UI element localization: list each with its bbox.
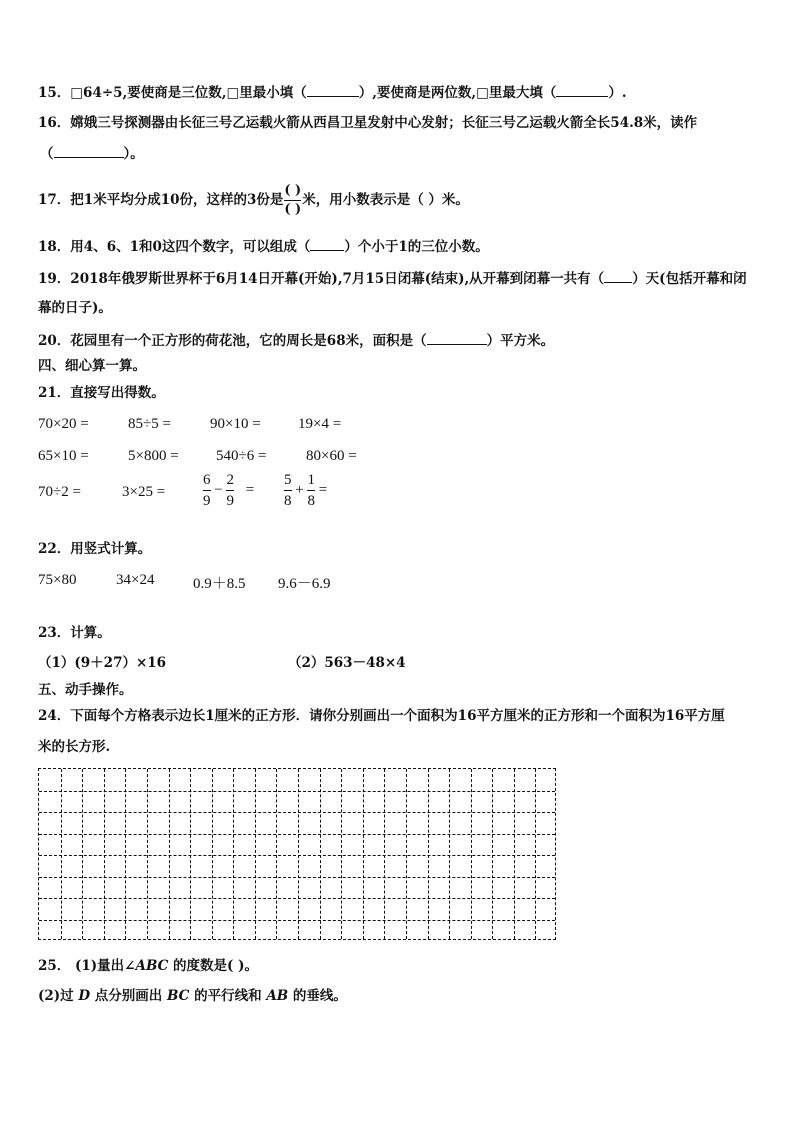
q19-number: 19． [38,271,71,287]
grid-line-horizontal [39,920,555,921]
q23-part-1-text: （1）(9＋27）×16 [38,655,167,671]
q20-text-a: 花园里有一个正方形的荷花池，它的周长是68米，面积是（ [70,333,427,349]
q16-number: 16． [38,115,71,131]
grid-line-horizontal [39,791,555,792]
q21-frac1-b-den: 9 [226,493,234,509]
q17-text-b: 米，用小数表示是（ ）米。 [302,192,469,208]
q23-title: 23．计算。 [38,625,111,641]
question-23-title [38,624,111,642]
grid-line-vertical [406,769,407,939]
question-19 [38,270,747,288]
q21-frac1-b-num: 2 [226,472,234,488]
q21-frac2-a-den: 8 [284,493,292,509]
q21-r2-c3: 540÷6 = [216,448,267,464]
question-25 [38,957,258,975]
q21-frac1-a-den: 9 [203,493,211,509]
q18-number: 18． [38,239,71,255]
fraction-bar [284,490,292,491]
grid-line-vertical [233,769,234,939]
question-17 [38,182,469,218]
grid-line-vertical [82,769,83,939]
q21-r1-c1: 70×20 = [38,416,89,432]
q25-text-a: 25． (1)量出∠ [38,958,136,974]
question-25-part-2 [38,987,347,1005]
grid-line-vertical [384,769,385,939]
grid-line-vertical [147,769,148,939]
q20-blank[interactable] [427,332,487,345]
fraction-bar [307,490,315,491]
grid-line-vertical [298,769,299,939]
q25-p2-a: (2)过 [38,988,79,1004]
q23-part-1 [38,654,166,672]
drawing-grid[interactable] [38,768,556,940]
q24-text-line2: 米的长方形. [38,739,111,755]
question-24-line2 [38,738,110,756]
fraction-bar [226,490,234,491]
section-5-heading [38,681,133,699]
q22-item-3: 0.9＋8.5 [193,576,246,592]
q17-fraction-num[interactable]: ( ) [284,183,302,198]
grid-line-vertical [449,769,450,939]
grid-line-vertical [61,769,62,939]
q15-text-a: □64÷5,要使商是三位数,□里最小填（ [70,85,307,101]
question-22-title [38,540,151,558]
grid-line-vertical [169,769,170,939]
grid-line-vertical [276,769,277,939]
grid-line-horizontal [39,812,555,813]
question-21-title [38,384,165,402]
grid-line-vertical [255,769,256,939]
fraction-bar [203,490,211,491]
grid-line-vertical [514,769,515,939]
q21-frac1-op: − [214,481,223,498]
q21-r2-c1: 65×10 = [38,448,89,464]
q17-text-a: 把1米平均分成10份，这样的3份是 [70,192,284,208]
q16-close: ）。 [123,146,144,162]
q22-item-2: 34×24 [116,572,155,588]
q21-fraction-expr-1 [203,472,254,509]
grid-line-vertical [535,769,536,939]
q15-blank-2[interactable] [556,84,608,97]
q18-blank[interactable] [310,238,344,251]
grid-line-vertical [104,769,105,939]
q16-text: 嫦娥三号探测器由长征三号乙运载火箭从西昌卫星发射中心发射；长征三号乙运载火箭全长54.8米，读作 [70,115,698,131]
q21-frac2-a [284,472,292,509]
q22-title: 22．用竖式计算。 [38,541,152,557]
grid-line-vertical [341,769,342,939]
question-16-line2 [40,145,144,163]
q21-r1-c3: 90×10 = [210,416,261,432]
q15-text-c: ）. [608,85,627,101]
q21-r2-c4: 80×60 = [306,448,357,464]
q25-angle-label: ABC [135,958,169,974]
q20-number: 20． [38,333,71,349]
q22-item-4: 9.6－6.9 [278,576,331,592]
q21-r1-c2: 85÷5 = [128,416,171,432]
question-18 [38,238,489,256]
q21-r3-c2: 3×25 = [122,484,166,500]
grid-line-horizontal [39,855,555,856]
grid-line-horizontal [39,877,555,878]
grid-line-vertical [471,769,472,939]
q25-p2-g: 的垂线。 [288,988,347,1004]
q15-blank-1[interactable] [307,84,359,97]
q25-line-ab: AB [266,988,289,1004]
q21-frac2-a-num: 5 [284,472,292,488]
grid-line-horizontal [39,898,555,899]
q17-fraction [284,183,301,218]
grid-line-vertical [125,769,126,939]
q25-p2-e: 的平行线和 [189,988,267,1004]
q15-number: 15． [38,85,71,101]
q19-text-b: ）天(包括开幕和闭 [632,271,747,287]
grid-line-vertical [212,769,213,939]
q21-r1-c4: 19×4 = [298,416,342,432]
question-16 [38,114,697,132]
q21-r3-c1: 70÷2 = [38,484,81,500]
q17-fraction-bar [284,200,301,201]
q18-text-b: ）个小于1的三位小数。 [344,239,489,255]
q23-part-2 [288,654,406,672]
q25-p2-c: 点分别画出 [90,988,167,1004]
grid-line-vertical [492,769,493,939]
question-19-line2 [38,299,112,317]
q21-r2-c2: 5×800 = [128,448,179,464]
q21-frac2-b-num: 1 [307,472,315,488]
q17-number: 17． [38,192,71,208]
q20-text-b: ）平方米。 [486,333,555,349]
section-4-heading [38,357,146,375]
q21-frac1-eq: = [245,481,255,498]
q25-point-d: D [78,988,91,1004]
section-4-title: 四、细心算一算。 [38,358,146,374]
q24-text-line1: 24．下面每个方格表示边长1厘米的正方形．请你分别画出一个面积为16平方厘米的正方形和一个面积为16平方厘 [38,708,725,724]
question-24 [38,707,725,725]
q21-frac2-eq: = [318,481,328,498]
q21-frac1-b [226,472,234,509]
q19-text-a: 2018年俄罗斯世界杯于6月14日开幕(开始),7月15日闭幕(结束),从开幕到闭幕一共有（ [70,271,605,287]
q21-frac2-b [307,472,315,509]
grid-line-vertical [320,769,321,939]
q21-frac1-a [203,472,211,509]
q21-frac2-b-den: 8 [307,493,315,509]
section-5-title: 五、动手操作。 [38,682,133,698]
q19-line2-text: 幕的日子)。 [38,300,112,316]
q23-part-2-text: （2）563－48×4 [288,655,406,671]
question-20 [38,332,554,350]
q21-title: 21．直接写出得数。 [38,385,165,401]
q15-text-b: ）,要使商是两位数,□里最大填（ [358,85,557,101]
q16-blank[interactable] [54,145,124,158]
q25-text-c: 的度数是( )。 [168,958,259,974]
q18-text-a: 用4、6、1和0这四个数字，可以组成（ [70,239,311,255]
q25-line-bc: BC [167,988,190,1004]
q17-fraction-den[interactable]: ( ) [284,202,302,217]
q21-fraction-expr-2 [284,472,327,509]
question-15 [38,84,627,102]
q16-open: （ [40,146,54,162]
q22-item-1: 75×80 [38,572,77,588]
grid-line-vertical [363,769,364,939]
q21-frac2-op: + [295,481,304,498]
q19-blank[interactable] [604,270,632,283]
grid-line-horizontal [39,834,555,835]
q21-frac1-a-num: 6 [203,472,211,488]
grid-line-vertical [190,769,191,939]
grid-line-vertical [428,769,429,939]
